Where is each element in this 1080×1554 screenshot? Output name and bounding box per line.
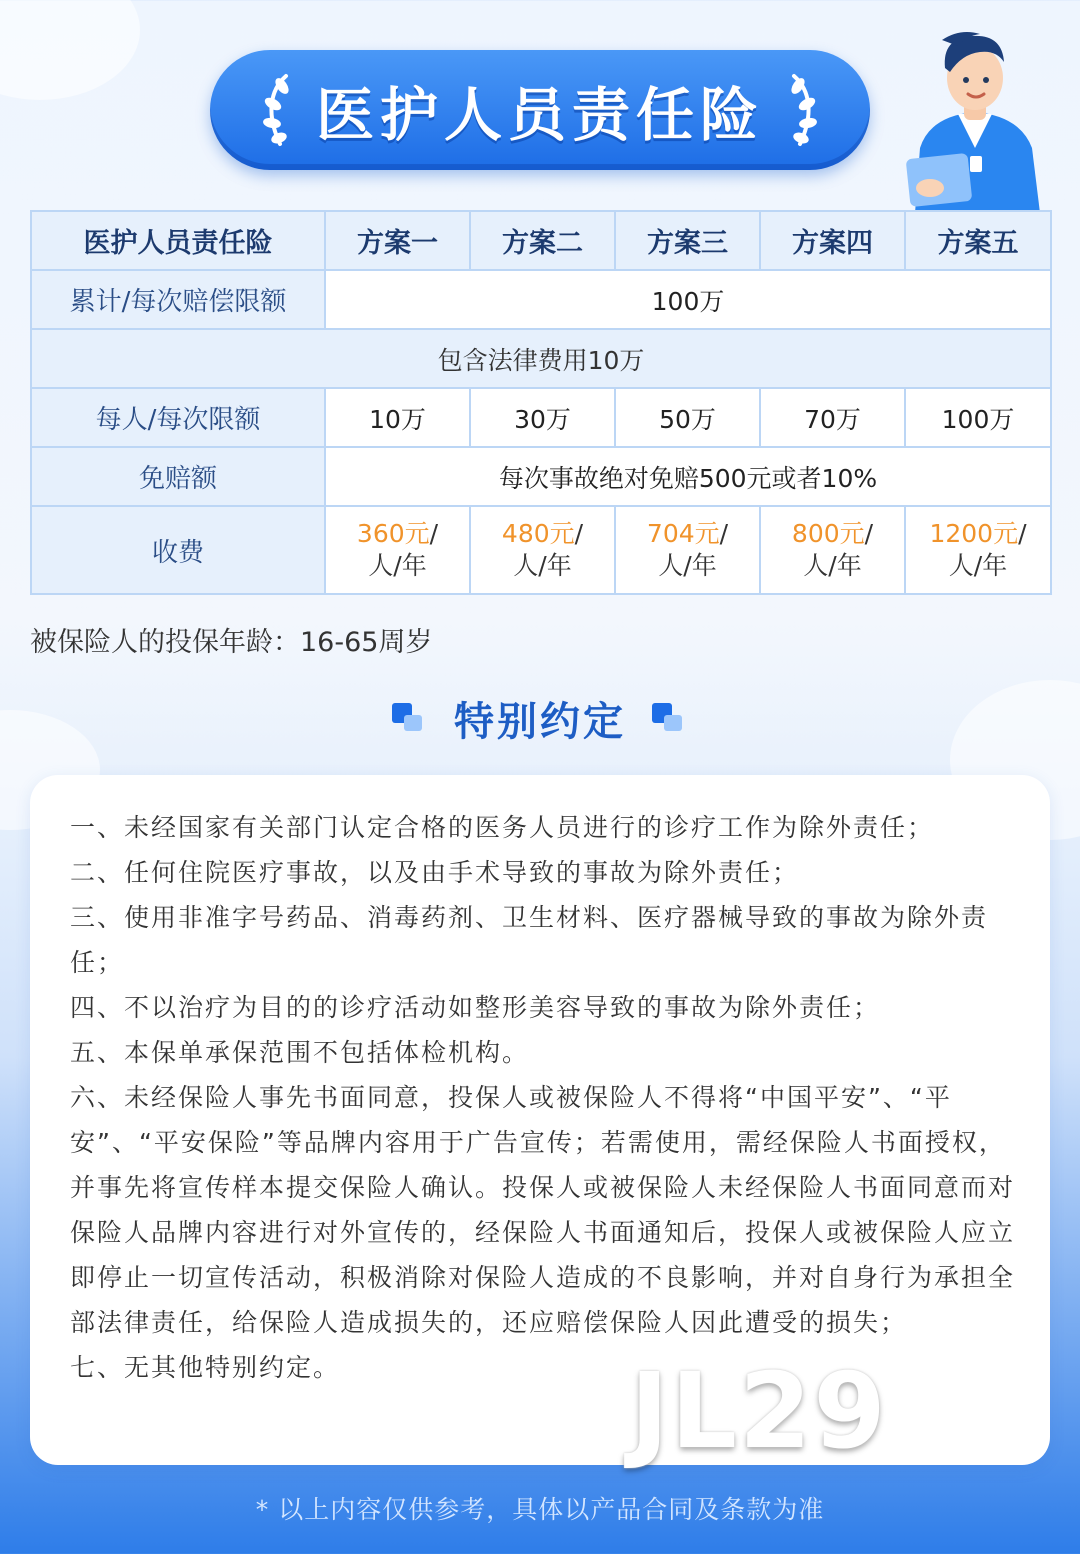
per-person-limit: 50万 — [615, 388, 760, 447]
table-header-row — [31, 211, 1051, 270]
terms-card — [30, 775, 1050, 1472]
price-amount: 1200元 — [929, 519, 1019, 548]
price-unit: 人/年 — [513, 551, 572, 580]
plan-table — [30, 210, 1052, 595]
price-unit: 人/年 — [368, 551, 427, 580]
price-slash: / — [1018, 519, 1027, 548]
doctor-illustration-icon — [900, 28, 1050, 213]
table-row — [31, 506, 1051, 594]
price-slash: / — [719, 519, 729, 548]
row-label: 免赔额 — [31, 447, 325, 506]
per-person-limit: 10万 — [325, 388, 470, 447]
term-item: 六、未经保险人事先书面同意，投保人或被保险人不得将“中国平安”、“平安”、“平安保险”等品牌内容用于广告宣传；若需使用，需经保险人书面授权，并事先将宣传样本提交保险人确认。投保人或被保险人未经保险人书面同意而对保险人品牌内容进行对外宣传的，经保险人书面通知后，投保人或被保险人应立即停止一切宣传活动，积极消除对保险人造成的不良影响，并对自身行为承担全部法律责任，给保险人造成损失的，还应赔偿保险人因此遭受的损失； — [70, 1083, 1016, 1337]
header-cell: 方案一 — [325, 211, 470, 270]
price-cell — [760, 506, 905, 594]
footer-disclaimer: * 以上内容仅供参考，具体以产品合同及条款为准 — [255, 1495, 825, 1524]
price-slash: / — [574, 519, 584, 548]
cumulative-limit: 100万 — [325, 270, 1051, 329]
title-banner — [210, 50, 870, 170]
header-cell: 方案三 — [615, 211, 760, 270]
per-person-limit: 30万 — [470, 388, 615, 447]
age-note: 被保险人的投保年龄：16-65周岁 — [30, 627, 433, 658]
watermark: JL29 — [630, 1350, 888, 1472]
laurel-left-icon — [252, 70, 298, 150]
legal-fee-note: 包含法律费用10万 — [31, 329, 1051, 388]
term-item: 四、不以治疗为目的的诊疗活动如整形美容导致的事故为除外责任； — [70, 993, 881, 1022]
term-item: 一、未经国家有关部门认定合格的医务人员进行的诊疗工作为除外责任； — [70, 813, 935, 842]
price-unit: 人/年 — [803, 551, 862, 580]
table-row — [31, 329, 1051, 388]
price-unit: 人/年 — [658, 551, 717, 580]
term-item: 七、无其他特别约定。 — [70, 1353, 341, 1382]
price-slash: / — [429, 519, 439, 548]
price-slash: / — [864, 519, 874, 548]
price-cell — [470, 506, 615, 594]
table-row — [31, 447, 1051, 506]
row-label: 收费 — [31, 506, 325, 594]
price-amount: 360元 — [356, 519, 430, 548]
header-cell: 方案五 — [905, 211, 1051, 270]
per-person-limit: 100万 — [905, 388, 1051, 447]
price-cell — [615, 506, 760, 594]
price-cell — [325, 506, 470, 594]
price-cell — [905, 506, 1051, 594]
section-header — [0, 688, 1080, 748]
header-cell: 医护人员责任险 — [31, 211, 325, 270]
row-label: 每人/每次限额 — [31, 388, 325, 447]
terms-list — [70, 805, 1015, 1390]
price-amount: 800元 — [791, 519, 865, 548]
laurel-right-icon — [782, 70, 828, 150]
price-unit: 人/年 — [948, 551, 1008, 580]
background-bubble — [0, 0, 140, 100]
per-person-limit: 70万 — [760, 388, 905, 447]
price-amount: 704元 — [646, 519, 720, 548]
header-cell: 方案二 — [470, 211, 615, 270]
term-item: 二、任何住院医疗事故，以及由手术导致的事故为除外责任； — [70, 858, 800, 887]
header-cell: 方案四 — [760, 211, 905, 270]
page-title: 医护人员责任险 — [315, 81, 764, 149]
table-row — [31, 388, 1051, 447]
term-item: 五、本保单承保范围不包括体检机构。 — [70, 1038, 530, 1067]
deductible-value: 每次事故绝对免赔500元或者10% — [325, 447, 1051, 506]
term-item: 三、使用非准字号药品、消毒药剂、卫生材料、医疗器械导致的事故为除外责任； — [70, 903, 989, 977]
square-decoration-icon — [652, 703, 688, 733]
row-label: 累计/每次赔偿限额 — [31, 270, 325, 329]
square-decoration-icon — [392, 703, 428, 733]
table-row — [31, 270, 1051, 329]
section-title: 特别约定 — [454, 698, 626, 745]
price-amount: 480元 — [501, 519, 575, 548]
